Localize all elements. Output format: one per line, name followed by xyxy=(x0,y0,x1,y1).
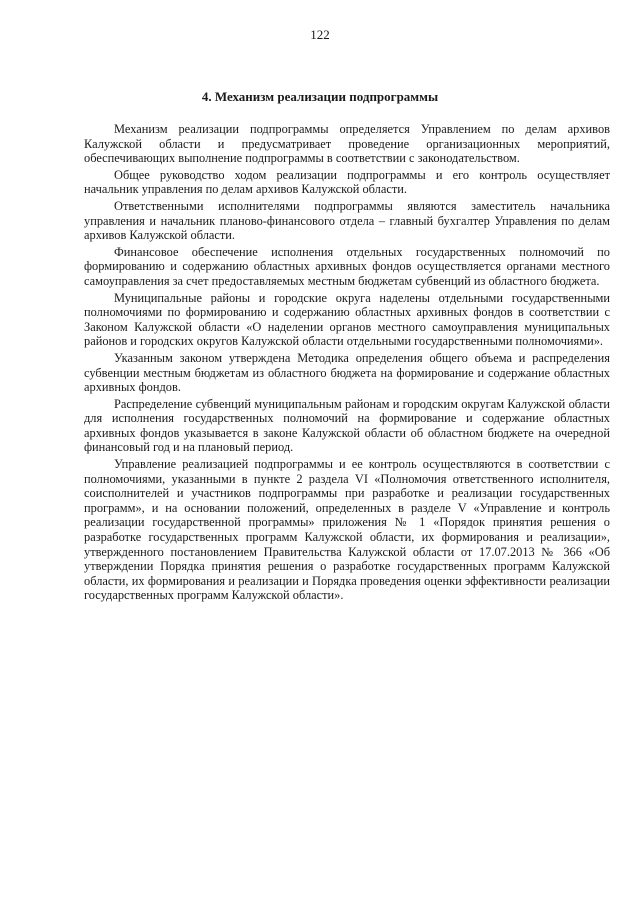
paragraph: Муниципальные районы и городские округа наделены отдельными государственными полномочиями по формированию и содержанию областных архивных фондов в соответствии с Законом Калужской области «О наделении органов местного самоуправления муниципальных районов и городских округов Калужской области отдельными государственными полномочиями». xyxy=(84,290,610,349)
paragraph: Механизм реализации подпрограммы определяется Управлением по делам архивов Калужской области и предусматривает проведение организационных мероприятий, обеспечивающих выполнение подпрограммы в соответствии с законодательством. xyxy=(84,122,610,166)
paragraph: Финансовое обеспечение исполнения отдельных государственных полномочий по формированию и содержанию областных архивных фондов осуществляется органами местного самоуправления за счет предоставляемых местным бюджетам субвенций из областного бюджета. xyxy=(84,244,610,288)
body-text xyxy=(84,122,610,605)
paragraph: Общее руководство ходом реализации подпрограммы и его контроль осуществляет начальник управления по делам архивов Калужской области. xyxy=(84,167,610,197)
section-title: 4. Механизм реализации подпрограммы xyxy=(201,89,439,104)
paragraph: Указанным законом утверждена Методика определения общего объема и распределения субвенции местным бюджетам из областного бюджета на формирование и содержание областных архивных фондов. xyxy=(84,350,610,395)
paragraph: Распределение субвенций муниципальным районам и городским округам Калужской области для исполнения государственных полномочий на формирование и содержание областных архивных фондов указывается в законе Калужской области об областном бюджете на очередной финансовый год и на плановый период. xyxy=(84,396,610,455)
paragraph: Управление реализацией подпрограммы и ее контроль осуществляются в соответствии с полномочиями, указанными в пункте 2 раздела VI «Полномочия ответственного исполнителя, соисполнителей и участников подпрограммы при разработке и реализации государственных программ», и на основании положений, определенных в разделе V «Управление и контроль реализации государственной программы» приложения № 1 «Порядок принятия решения о разработке государственных программ Калужской области, их формирования и реализации», утвержденного постановлением Правительства Калужской области от 17.07.2013 № 366 «Об утверждении Порядка принятия решения о разработке государственных программ Калужской области, их формирования и реализации и Порядка проведения оценки эффективности реализации государственных программ Калужской области». xyxy=(84,457,610,603)
page-number: 122 xyxy=(310,27,330,42)
paragraph: Ответственными исполнителями подпрограммы являются заместитель начальника управления и начальник планово-финансового отдела – главный бухгалтер Управления по делам архивов Калужской области. xyxy=(84,198,610,243)
